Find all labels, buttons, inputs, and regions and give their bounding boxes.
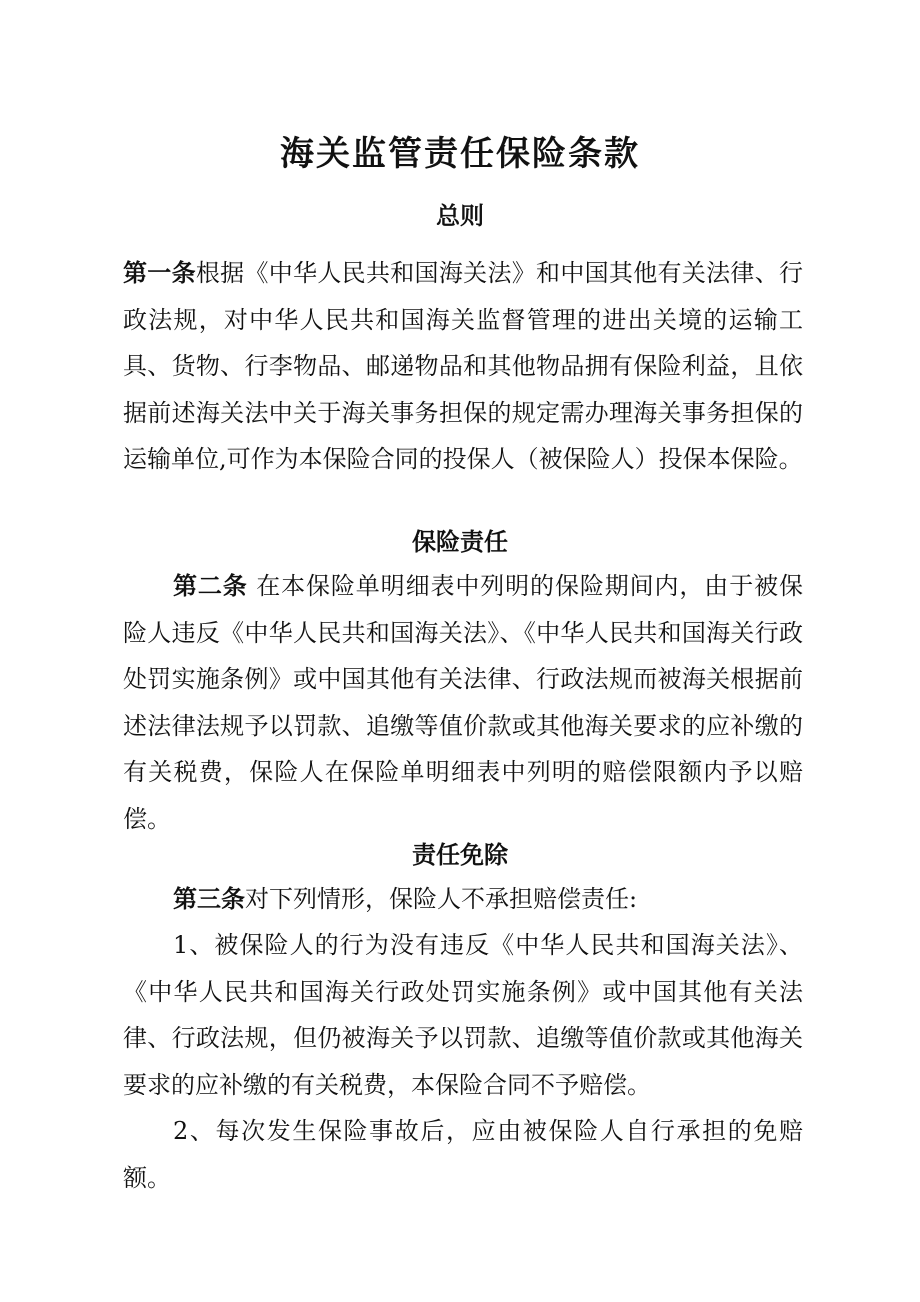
document-title: 海关监管责任保险条款 bbox=[280, 134, 640, 174]
exclusion-item: 2、每次发生保险事故后，应由被保险人自行承担的免赔额。 bbox=[123, 1117, 803, 1192]
article-3-label: 第三条 bbox=[173, 884, 245, 913]
article-2-label: 第二条 bbox=[173, 571, 248, 600]
article-2-text: 在本保险单明细表中列明的保险期间内，由于被保险人违反《中华人民共和国海关法》、《中华人民共和国海关行政处罚实施条例》或中国其他有关法律、行政法规而被海关根据前述法律法规予以罚款、追缴等值价款或其他海关要求的应补缴的有关税费，保险人在保险单明细表中列明的赔偿限额内予以赔偿。 bbox=[123, 572, 803, 833]
section-heading-exclusions: 责任免除 bbox=[412, 840, 508, 869]
section-heading-liability: 保险责任 bbox=[412, 527, 508, 556]
article-2-paragraph bbox=[123, 563, 803, 842]
article-1-paragraph bbox=[123, 250, 803, 483]
exclusion-item: 1、被保险人的行为没有违反《中华人民共和国海关法》、《中华人民共和国海关行政处罚实施条例》或中国其他有关法律、行政法规，但仍被海关予以罚款、追缴等值价款或其他海关要求的应补缴的有关税费，本保险合同不予赔偿。 bbox=[123, 931, 803, 1099]
section-heading-general: 总则 bbox=[436, 201, 484, 230]
article-1-text: 根据《中华人民共和国海关法》和中国其他有关法律、行政法规，对中华人民共和国海关监督管理的进出关境的运输工具、货物、行李物品、邮递物品和其他物品拥有保险利益，且依据前述海关法中关于海关事务担保的规定需办理海关事务担保的运输单位,可作为本保险合同的投保人（被保险人）投保本保险。 bbox=[123, 259, 803, 473]
article-1-label: 第一条 bbox=[123, 258, 196, 287]
article-3-text: 对下列情形，保险人不承担赔偿责任: bbox=[245, 885, 638, 913]
article-3-paragraph bbox=[123, 876, 803, 923]
